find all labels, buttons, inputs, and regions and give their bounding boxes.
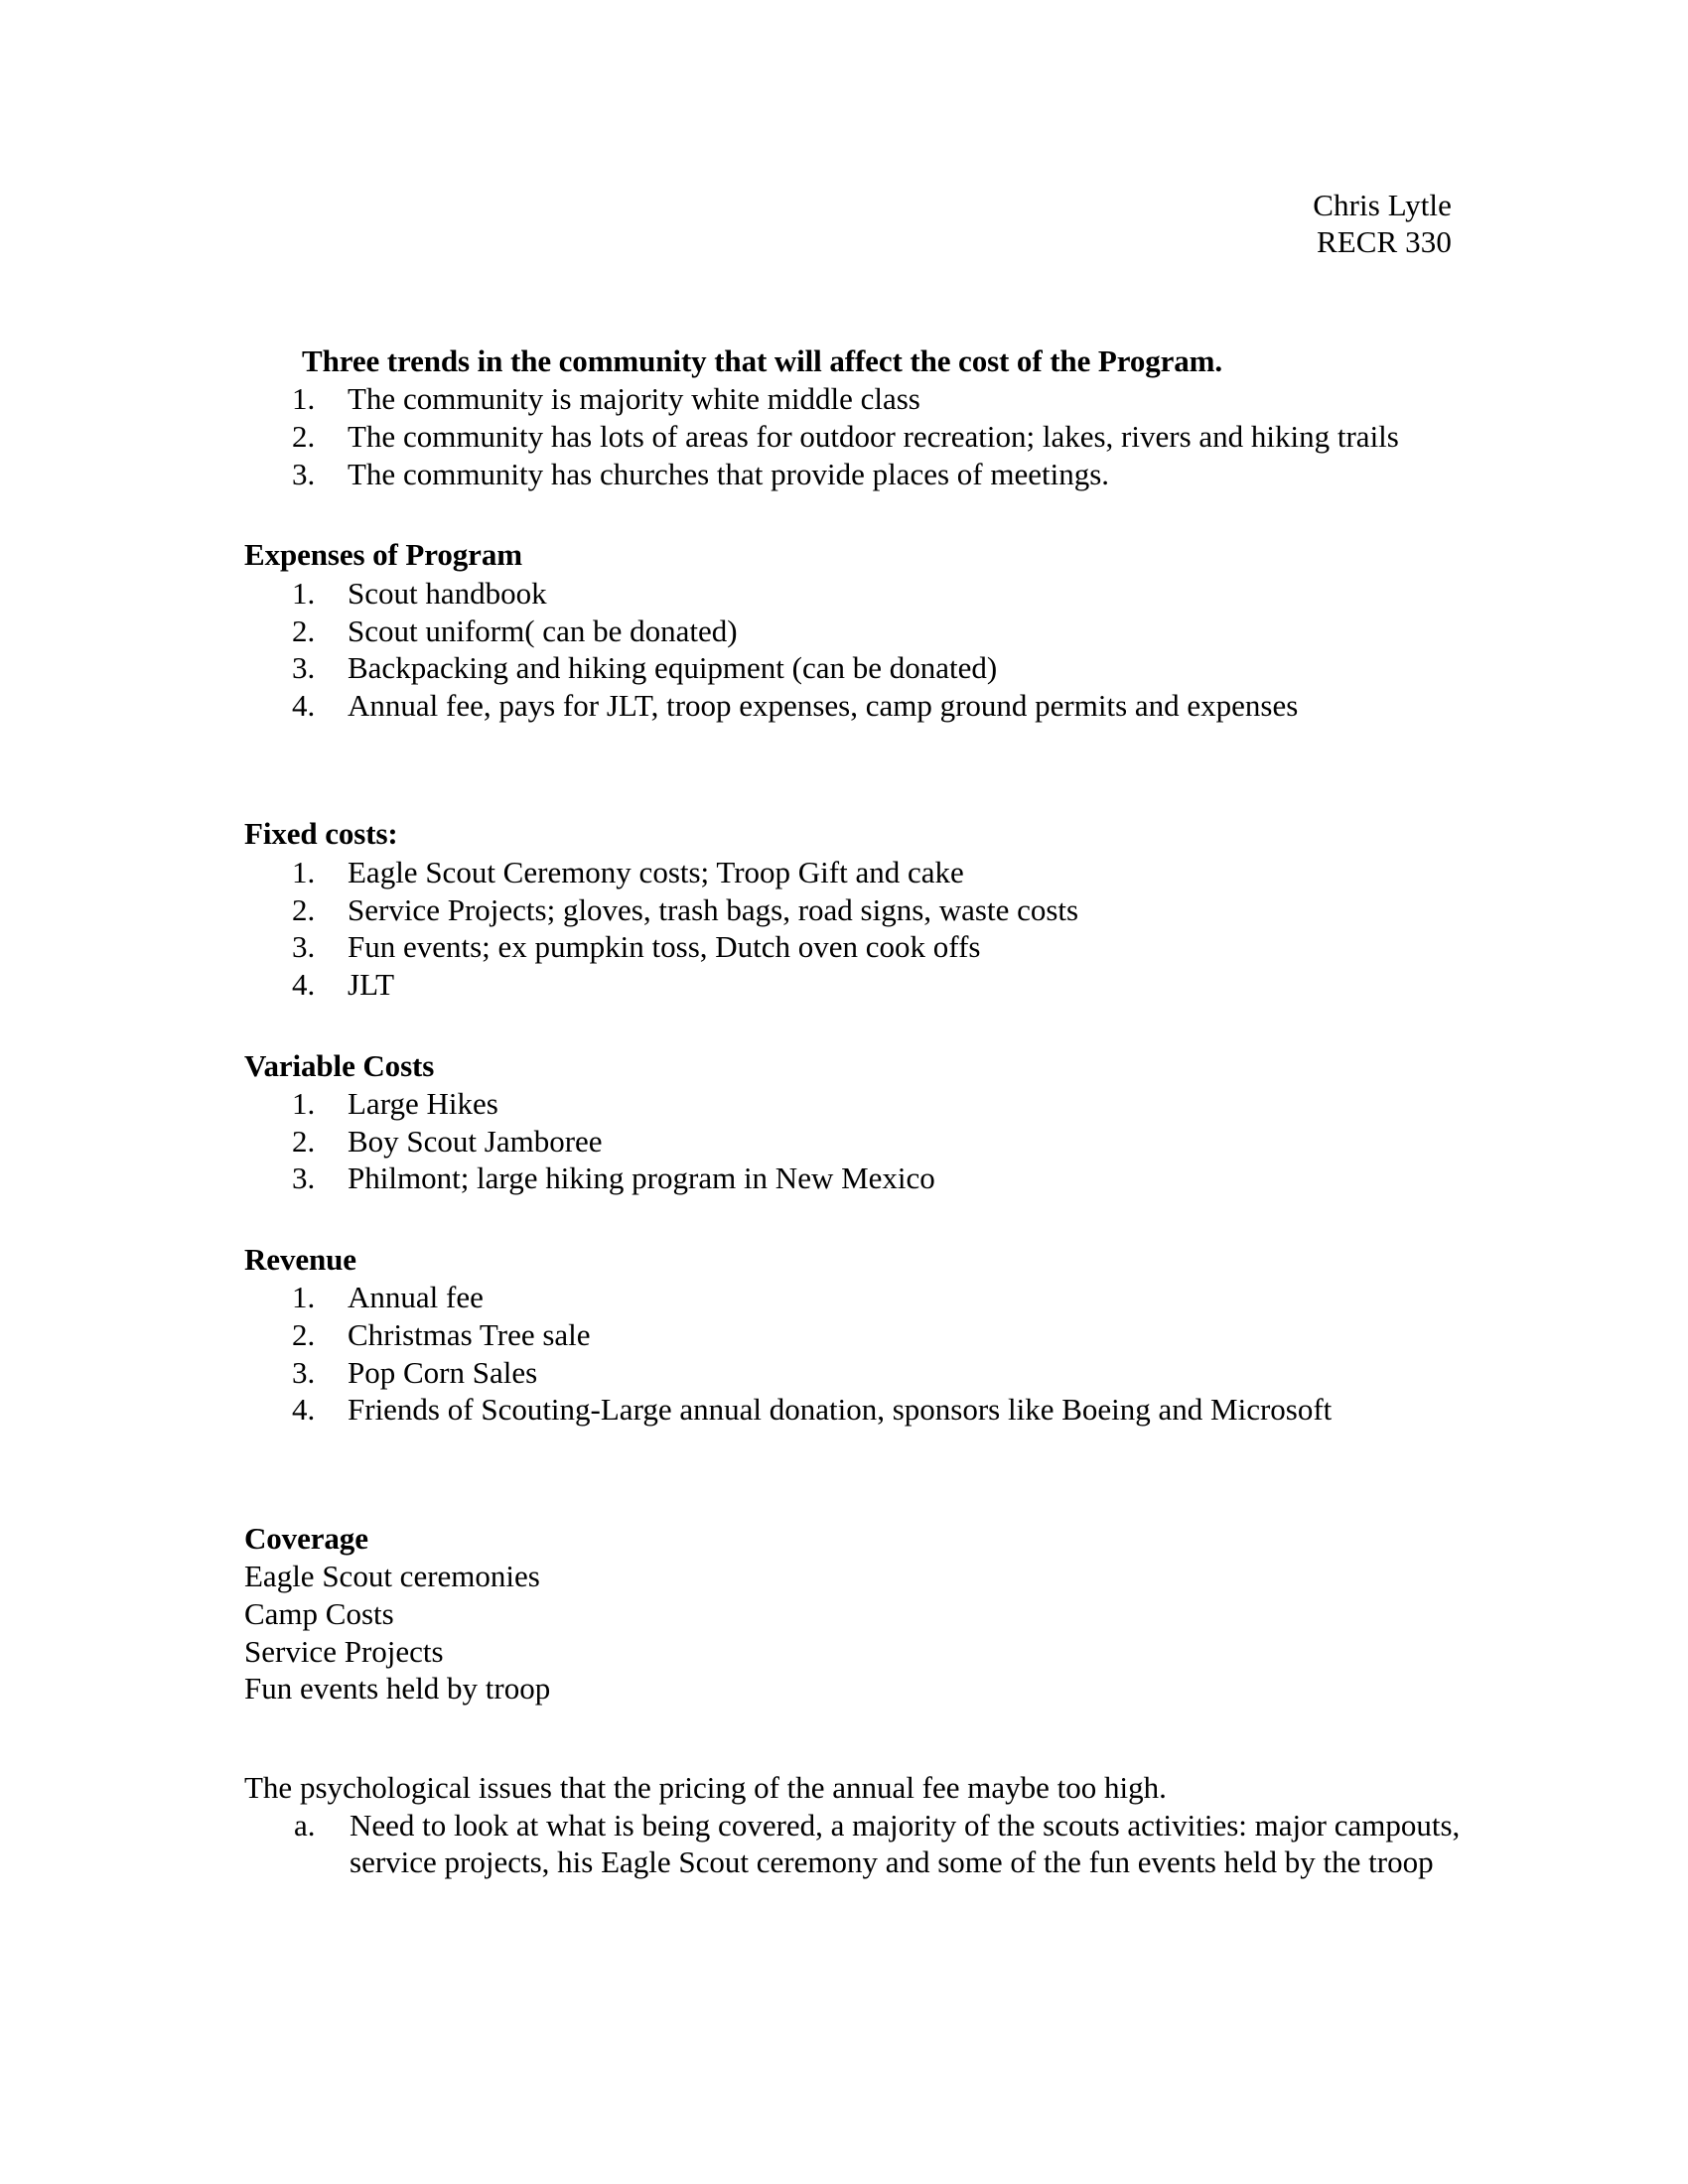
list-item	[244, 1807, 1466, 1881]
list-item	[244, 928, 1466, 966]
list-marker: 2.	[292, 891, 316, 927]
list-item-text: Friends of Scouting-Large annual donation, sponsors like Boeing and Microsoft	[348, 1392, 1333, 1428]
coverage-line: Eagle Scout ceremonies	[244, 1559, 540, 1594]
document-body	[244, 342, 1466, 1881]
list-item	[244, 418, 1466, 456]
author-name: Chris Lytle	[1313, 188, 1452, 222]
list-marker: 1.	[292, 575, 316, 611]
list-marker: 3.	[292, 650, 316, 686]
list-item-text: Boy Scout Jamboree	[348, 1123, 603, 1159]
list-item-text: Annual fee, pays for JLT, troop expenses, camp ground permits and expenses	[348, 687, 1299, 723]
list-item-text: Philmont; large hiking program in New Mexico	[348, 1160, 935, 1196]
list-item-text: Large Hikes	[348, 1085, 498, 1121]
list-item	[244, 1391, 1466, 1429]
list-item-text: Eagle Scout Ceremony costs; Troop Gift and cake	[348, 854, 964, 889]
spacer	[244, 724, 1466, 815]
list-item	[244, 1160, 1466, 1197]
list-item	[244, 966, 1466, 1004]
list-item	[244, 1123, 1466, 1160]
list-item	[244, 613, 1466, 650]
list-item	[244, 456, 1466, 493]
list-marker: 1.	[292, 1085, 316, 1121]
spacer	[244, 1004, 1466, 1047]
list-item-text: JLT	[348, 966, 395, 1002]
list-item	[244, 891, 1466, 929]
section-heading-expenses: Expenses of Program	[244, 537, 522, 573]
list-expenses	[244, 575, 1466, 725]
spacer	[244, 1429, 1466, 1520]
list-marker: 1.	[292, 1280, 316, 1315]
list-variable-costs	[244, 1085, 1466, 1197]
section-revenue	[244, 1241, 1466, 1429]
list-item-text: Need to look at what is being covered, a majority of the scouts activities: major campouts, service projects, his Eagle Scout ceremony and some of the fun events held by the troop	[350, 1807, 1461, 1880]
list-marker: 2.	[292, 1317, 316, 1353]
section-heading-trends: Three trends in the community that will affect the cost of the Program.	[302, 343, 1223, 378]
spacer	[244, 1197, 1466, 1241]
section-heading-coverage: Coverage	[244, 1521, 368, 1556]
section-psychological-issues	[244, 1769, 1466, 1881]
list-trends	[244, 380, 1466, 492]
spacer	[244, 492, 1466, 536]
list-item	[244, 1279, 1466, 1316]
list-item-text: The community has churches that provide places of meetings.	[348, 456, 1110, 491]
list-item-text: Service Projects; gloves, trash bags, road signs, waste costs	[348, 891, 1079, 927]
list-item-text: Christmas Tree sale	[348, 1317, 591, 1353]
list-item-text: Scout uniform( can be donated)	[348, 613, 738, 648]
coverage-line: Fun events held by troop	[244, 1671, 551, 1706]
document-header	[0, 187, 1688, 260]
list-item-text: Backpacking and hiking equipment (can be donated)	[348, 650, 998, 686]
list-marker: 2.	[292, 613, 316, 648]
list-item-text: Pop Corn Sales	[348, 1354, 538, 1390]
list-item	[244, 854, 1466, 891]
list-psychological-issues	[244, 1807, 1466, 1881]
list-marker: 2.	[292, 1123, 316, 1159]
list-item	[244, 575, 1466, 613]
list-item-text: Annual fee	[348, 1280, 484, 1315]
section-heading-revenue: Revenue	[244, 1241, 356, 1277]
list-marker: 1.	[292, 381, 316, 417]
list-marker: 3.	[292, 1354, 316, 1390]
list-item	[244, 380, 1466, 418]
list-item-text: Fun events; ex pumpkin toss, Dutch oven cook offs	[348, 929, 981, 965]
list-item	[244, 1316, 1466, 1354]
list-marker: 3.	[292, 456, 316, 491]
list-marker: 2.	[292, 419, 316, 455]
list-marker: 4.	[292, 966, 316, 1002]
course-code: RECR 330	[1316, 224, 1452, 260]
list-item	[244, 1354, 1466, 1392]
list-item-text: The community is majority white middle class	[348, 381, 920, 417]
list-item-text: Scout handbook	[348, 575, 547, 611]
list-marker: 1.	[292, 854, 316, 889]
section-variable-costs	[244, 1047, 1466, 1197]
spacer	[244, 1707, 1466, 1769]
coverage-line: Camp Costs	[244, 1596, 394, 1632]
list-revenue	[244, 1279, 1466, 1429]
list-item	[244, 1085, 1466, 1123]
section-fixed-costs	[244, 815, 1466, 1003]
closing-paragraph: The psychological issues that the pricing of the annual fee maybe too high.	[244, 1770, 1167, 1806]
list-item	[244, 687, 1466, 725]
list-marker: 3.	[292, 929, 316, 965]
list-marker: 3.	[292, 1160, 316, 1196]
list-marker: a.	[294, 1807, 316, 1843]
section-heading-variable-costs: Variable Costs	[244, 1047, 435, 1083]
list-item	[244, 649, 1466, 687]
list-marker: 4.	[292, 687, 316, 723]
section-coverage	[244, 1520, 1466, 1707]
list-item-text: The community has lots of areas for outdoor recreation; lakes, rivers and hiking trails	[348, 419, 1399, 455]
section-heading-fixed-costs: Fixed costs:	[244, 816, 398, 852]
section-trends	[244, 342, 1466, 492]
coverage-line: Service Projects	[244, 1633, 444, 1669]
list-marker: 4.	[292, 1392, 316, 1428]
list-fixed-costs	[244, 854, 1466, 1004]
section-expenses	[244, 536, 1466, 724]
